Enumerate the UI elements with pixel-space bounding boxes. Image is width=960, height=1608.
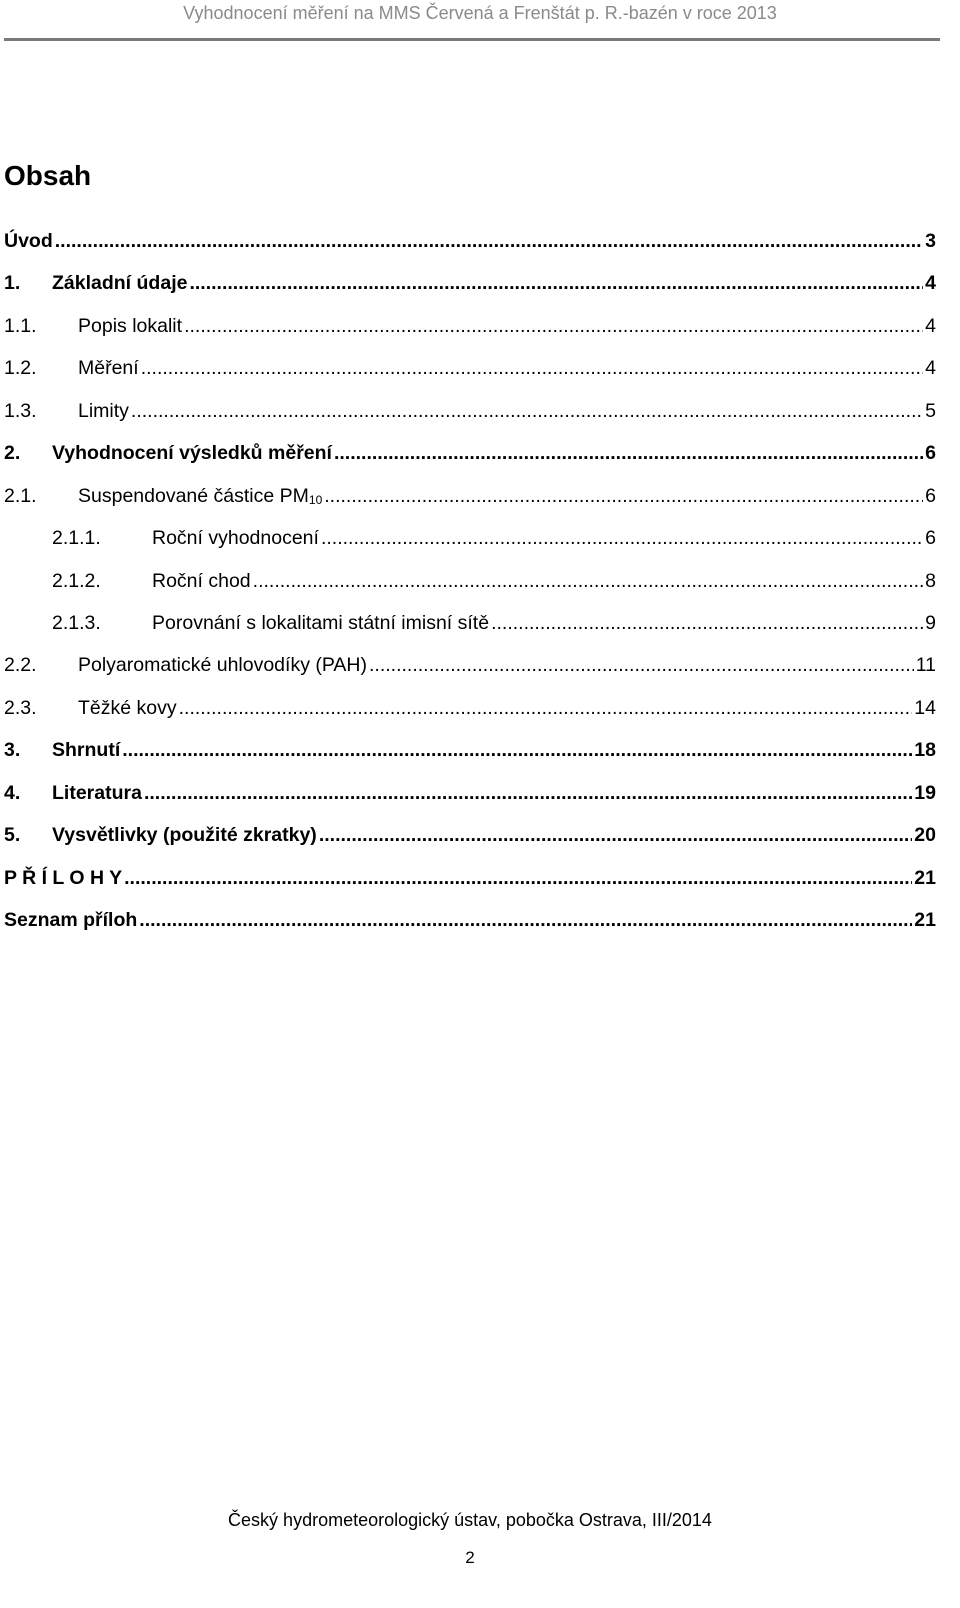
toc-entry[interactable] — [4, 230, 936, 272]
toc-entry-number: 1. — [4, 272, 21, 295]
toc-entry[interactable] — [4, 654, 936, 696]
toc-entry[interactable] — [4, 867, 936, 909]
toc-entry-title[interactable]: Literatura — [52, 781, 142, 804]
subscript: 10 — [308, 492, 323, 507]
toc-entry-page[interactable]: 4 — [925, 272, 936, 295]
toc-entry[interactable] — [4, 570, 936, 612]
toc-entry[interactable] — [4, 782, 936, 824]
dot-leader — [122, 739, 912, 762]
running-header: Vyhodnocení měření na MMS Červená a Frenštát p. R.-bazén v roce 2013 — [183, 3, 777, 23]
toc-entry-page[interactable]: 9 — [925, 611, 936, 634]
toc-entry-title[interactable]: Limity — [78, 399, 129, 422]
toc-entry-number: 2.1.2. — [52, 569, 101, 592]
toc-entry[interactable] — [4, 527, 936, 569]
toc-entry-number: 2.1.3. — [52, 611, 101, 634]
page-title: Obsah — [4, 160, 92, 191]
toc-entry-title[interactable]: Roční chod — [152, 569, 251, 592]
dot-leader — [184, 315, 923, 338]
toc-entry-title[interactable]: Základní údaje — [52, 272, 188, 295]
page-number: 2 — [465, 1548, 475, 1567]
toc-entry-title[interactable]: Vysvětlivky (použité zkratky) — [52, 824, 317, 847]
toc-entry-number: 3. — [4, 739, 21, 762]
toc-entry-title[interactable]: Porovnání s lokalitami státní imisní sítě — [152, 611, 490, 634]
toc-entry-page[interactable]: 11 — [915, 654, 936, 677]
toc-entry-number: 2.2. — [4, 654, 37, 677]
toc-entry[interactable] — [4, 442, 936, 484]
toc-entry-title[interactable]: Vyhodnocení výsledků měření — [52, 442, 332, 465]
toc-entry-page[interactable]: 6 — [925, 484, 936, 507]
dot-leader — [319, 824, 912, 847]
dot-leader — [369, 654, 914, 677]
toc-entry-title[interactable]: Suspendované částice $PM_{10}$ — [78, 484, 323, 507]
dot-leader — [179, 697, 913, 720]
toc-entry-title[interactable]: Polyaromatické uhlovodíky (PAH) — [78, 654, 367, 677]
toc-entry[interactable] — [4, 400, 936, 442]
dot-leader — [141, 357, 923, 380]
toc-entry-number: 1.2. — [4, 357, 37, 380]
dot-leader — [324, 485, 923, 508]
toc-entry[interactable] — [4, 909, 936, 951]
dot-leader — [334, 442, 923, 465]
toc-entry-number: 1.3. — [4, 399, 37, 422]
toc-entry-page[interactable]: 21 — [914, 909, 936, 931]
header-divider — [4, 38, 940, 41]
toc-entry-title[interactable]: Seznam příloh — [4, 909, 138, 931]
toc-entry-page[interactable]: 18 — [914, 739, 936, 762]
dot-leader — [131, 400, 923, 423]
toc-entry-page[interactable]: 6 — [925, 442, 936, 465]
toc-entry-number: 1.1. — [4, 314, 37, 337]
toc-entry-page[interactable]: 8 — [925, 569, 936, 592]
toc-entry-page[interactable]: 21 — [914, 866, 936, 889]
toc-entry-title[interactable]: Popis lokalit — [78, 314, 183, 337]
toc-entry[interactable] — [4, 612, 936, 654]
toc-entry-number: 2.3. — [4, 696, 37, 719]
table-of-contents — [4, 230, 936, 951]
toc-entry-title[interactable]: P Ř Í L O H Y — [4, 866, 123, 889]
toc-entry-page[interactable]: 19 — [914, 781, 936, 804]
toc-entry-title[interactable]: Shrnutí — [52, 739, 121, 762]
toc-entry-number: 2.1. — [4, 484, 37, 507]
toc-entry-page[interactable]: 5 — [925, 399, 936, 422]
dot-leader — [139, 909, 912, 932]
toc-entry-title[interactable]: Měření — [78, 357, 139, 380]
toc-entry[interactable] — [4, 315, 936, 357]
dot-leader — [144, 782, 912, 805]
toc-entry-title[interactable]: Úvod — [4, 230, 53, 252]
toc-entry-number: 2. — [4, 442, 21, 465]
toc-entry-page[interactable]: 14 — [914, 696, 936, 719]
toc-entry-number: 2.1.1. — [52, 527, 101, 550]
dot-leader — [189, 272, 923, 295]
toc-entry[interactable] — [4, 824, 936, 866]
toc-entry-page[interactable]: 3 — [925, 230, 936, 252]
toc-entry[interactable] — [4, 272, 936, 314]
dot-leader — [253, 570, 923, 593]
toc-entry[interactable] — [4, 357, 936, 399]
toc-entry-number: 4. — [4, 781, 21, 804]
toc-entry-page[interactable]: 4 — [925, 314, 936, 337]
toc-entry-page[interactable]: 4 — [925, 357, 936, 380]
footer-text: Český hydrometeorologický ústav, pobočka Ostrava, III/2014 — [228, 1510, 712, 1530]
dot-leader — [55, 230, 923, 253]
toc-entry-page[interactable]: 6 — [925, 527, 936, 550]
dot-leader — [491, 612, 923, 635]
dot-leader — [124, 867, 912, 890]
toc-entry-title[interactable]: Těžké kovy — [78, 696, 177, 719]
toc-entry[interactable] — [4, 697, 936, 739]
toc-entry[interactable] — [4, 739, 936, 781]
toc-entry[interactable] — [4, 485, 936, 527]
toc-entry-number: 5. — [4, 824, 21, 847]
dot-leader — [321, 527, 923, 550]
toc-entry-title[interactable]: Roční vyhodnocení — [152, 527, 319, 550]
toc-entry-page[interactable]: 20 — [914, 824, 936, 847]
